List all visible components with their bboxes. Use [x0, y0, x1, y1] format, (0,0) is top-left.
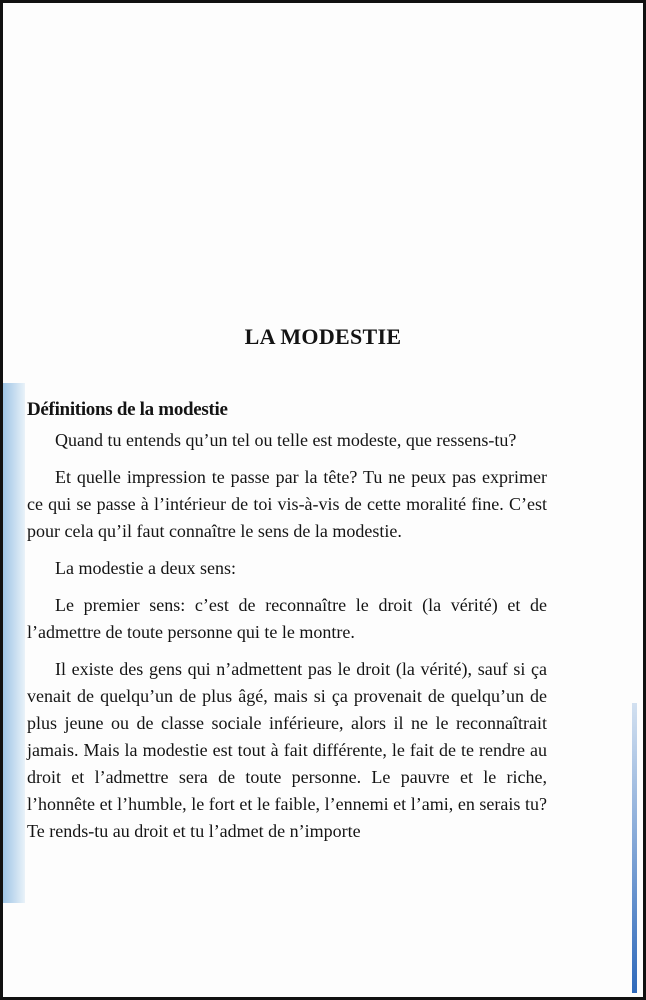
scan-shadow-left [3, 383, 25, 903]
section-heading: Définitions de la modestie [27, 399, 228, 420]
paragraph-1: Quand tu entends qu’un tel ou telle est modeste, que ressens-tu? [55, 430, 517, 450]
paragraph-3: La modestie a deux sens: [55, 558, 236, 578]
page-content [27, 399, 547, 855]
paragraph-2: Et quelle impression te passe par la tête? Tu ne peux pas exprimer ce qui se passe à l’intérieur de toi vis-à-vis de cette moralité fine. C’est pour cela qu’il faut connaître le sens de la modestie. [27, 467, 547, 541]
page-title: LA MODESTIE [244, 323, 402, 349]
scan-shadow-right [632, 703, 637, 993]
paragraph-4: Le premier sens: c’est de reconnaître le droit (la vérité) et de l’admettre de toute personne qui te le montre. [27, 595, 547, 642]
paragraph-5: Il existe des gens qui n’admettent pas le droit (la vérité), sauf si ça venait de quelqu’un de plus âgé, mais si ça provenait de quelqu’un de plus jeune ou de classe sociale inférieure, alors il ne le reconnaîtrait jamais. Mais la modestie est tout à fait différente, le fait de te rendre au droit et l’admettre sera de toute personne. Le pauvre et le riche, l’honnête et l’humble, le fort et le faible, l’ennemi et l’ami, en serais tu? Te rends-tu au droit et tu l’admet de n’importe [27, 659, 547, 841]
